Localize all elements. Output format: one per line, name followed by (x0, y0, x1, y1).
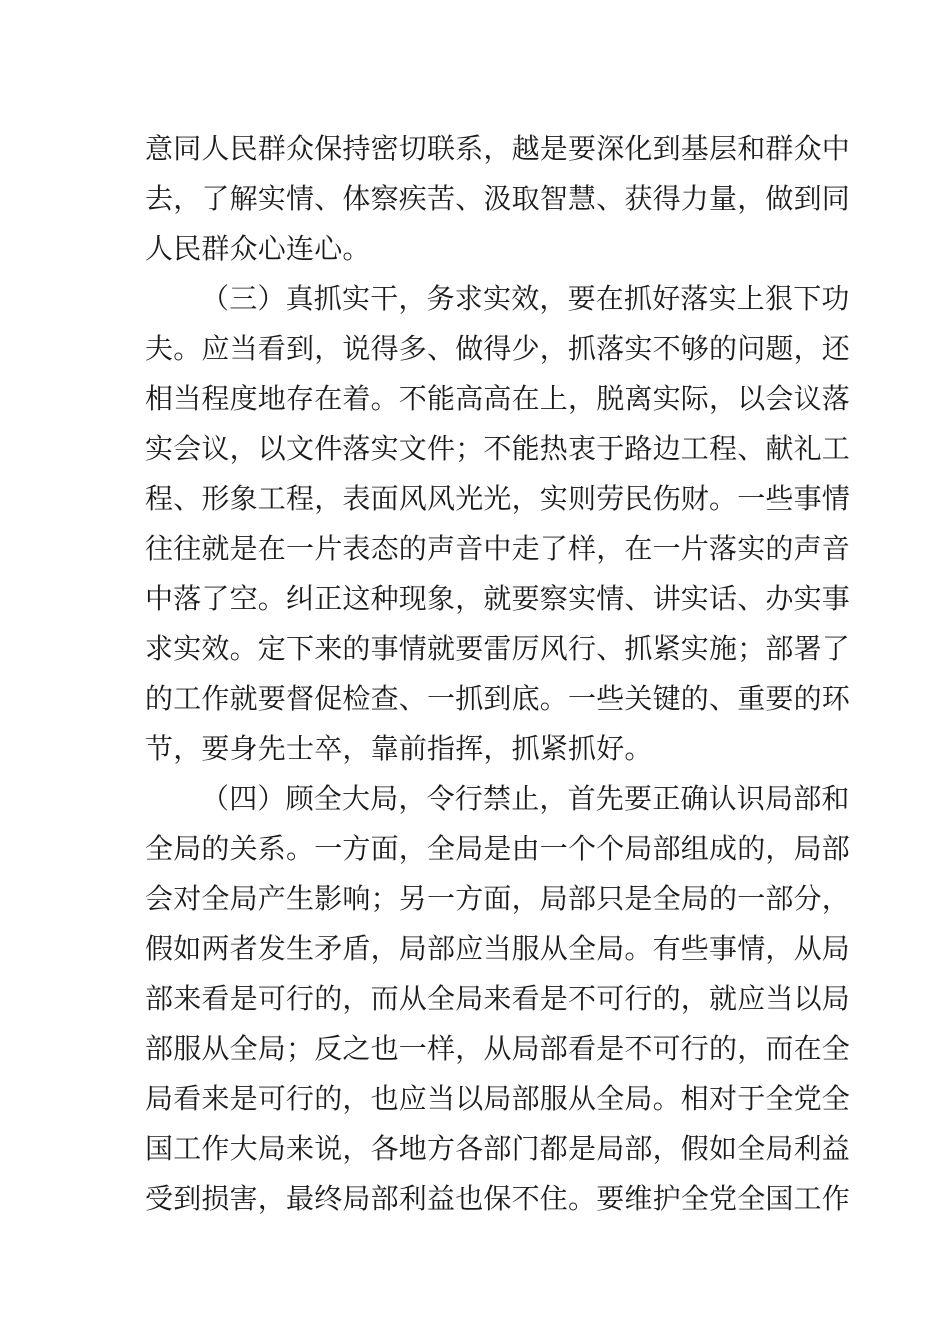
text-line: 国工作大局来说，各地方各部门都是局部，假如全局利益 (145, 1132, 851, 1165)
text-line: 会对全局产生影响；另一方面，局部只是全局的一部分， (145, 882, 851, 915)
text-line: 意同人民群众保持密切联系，越是要深化到基层和群众中 (145, 132, 851, 165)
text-line: 受到损害，最终局部利益也保不住。要维护全党全国工作 (145, 1182, 851, 1215)
text-line: 实会议，以文件落实文件；不能热衷于路边工程、献礼工 (145, 432, 851, 465)
text-line: 往往就是在一片表态的声音中走了样，在一片落实的声音 (145, 532, 851, 565)
text-line: 求实效。定下来的事情就要雷厉风行、抓紧实施；部署了 (145, 632, 851, 665)
text-line: 全局的关系。一方面，全局是由一个个局部组成的，局部 (145, 832, 851, 865)
text-line: 部服从全局；反之也一样，从局部看是不可行的，而在全 (145, 1032, 851, 1065)
text-line: 部来看是可行的，而从全局来看是不可行的，就应当以局 (145, 982, 851, 1015)
paragraph-heading-line: （三）真抓实干，务求实效，要在抓好落实上狠下功 (201, 282, 850, 315)
paragraph-heading-line: （四）顾全大局，令行禁止，首先要正确认识局部和 (201, 782, 850, 815)
text-line: 节，要身先士卒，靠前指挥，抓紧抓好。 (145, 732, 653, 765)
text-line: 相当程度地存在着。不能高高在上，脱离实际，以会议落 (145, 382, 851, 415)
text-line: 中落了空。纠正这种现象，就要察实情、讲实话、办实事 (145, 582, 851, 615)
text-line: 局看来是可行的，也应当以局部服从全局。相对于全党全 (145, 1082, 851, 1115)
text-line: 去，了解实情、体察疾苦、汲取智慧、获得力量，做到同 (145, 182, 851, 215)
body-text (145, 124, 851, 1224)
text-line: 假如两者发生矛盾，局部应当服从全局。有些事情，从局 (145, 932, 851, 965)
text-line: 程、形象工程，表面风风光光，实则劳民伤财。一些事情 (145, 482, 851, 515)
text-line: 夫。应当看到，说得多、做得少，抓落实不够的问题，还 (145, 332, 851, 365)
text-line: 人民群众心连心。 (145, 232, 371, 265)
text-line: 的工作就要督促检查、一抓到底。一些关键的、重要的环 (145, 682, 851, 715)
